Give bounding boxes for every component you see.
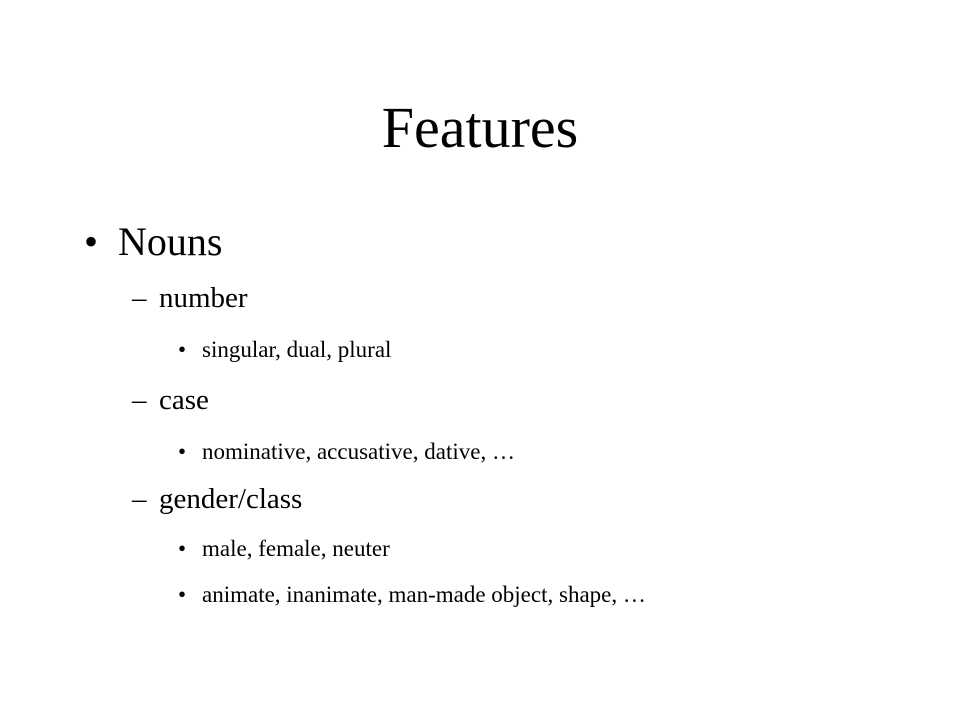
bullet-text: gender/class <box>159 483 303 515</box>
bullet-marker: • <box>178 536 187 561</box>
bullet-marker: • <box>178 439 187 464</box>
bullet-text: number <box>159 282 248 314</box>
bullet-marker: • <box>178 337 187 362</box>
dash-marker: – <box>132 282 147 314</box>
bullet-text: nominative, accusative, dative, … <box>202 439 515 464</box>
dash-marker: – <box>132 483 147 515</box>
dash-marker: – <box>132 384 147 416</box>
bullet-text: case <box>159 384 209 416</box>
bullet-text: singular, dual, plural <box>202 337 392 362</box>
bullet-text: animate, inanimate, man-made object, shape, … <box>202 582 646 607</box>
bullet-text: male, female, neuter <box>202 536 390 561</box>
bullet-marker: • <box>84 219 99 264</box>
slide-title: Features <box>381 95 579 160</box>
bullet-text: Nouns <box>118 219 223 264</box>
bullet-marker: • <box>178 582 187 607</box>
